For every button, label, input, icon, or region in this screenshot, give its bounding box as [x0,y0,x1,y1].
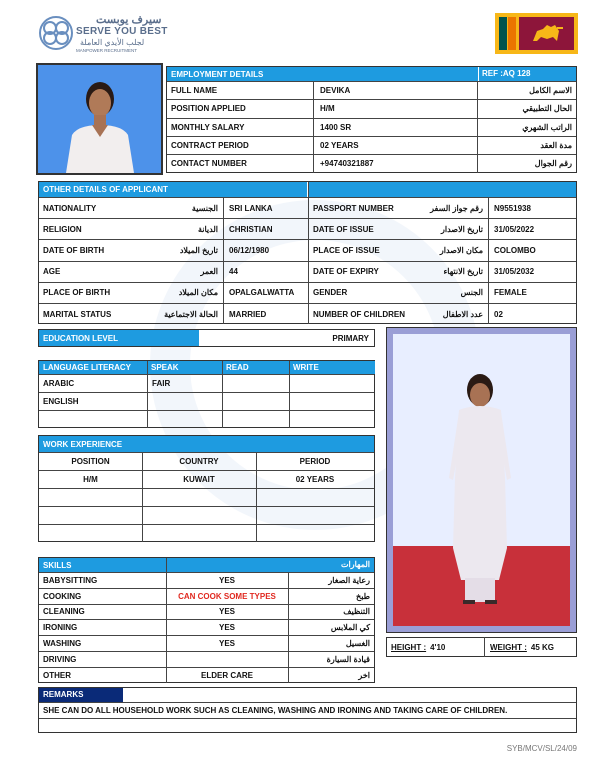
education-level-value: PRIMARY [332,333,369,343]
language-column-header [289,361,375,374]
grid-line [477,81,478,173]
applicant-value: 44 [229,267,238,277]
logo-emblem-icon [38,15,74,51]
applicant-value: COLOMBO [494,245,536,255]
portrait-photo [36,63,163,175]
applicant-label-arabic: تاريخ الميلاد [179,245,218,255]
grid-line [39,506,374,507]
applicant-value: N9551938 [494,203,531,213]
employment-label-arabic: الحال التطبيقي [522,104,572,114]
employment-value: H/M [320,104,335,114]
language-speak [148,393,221,410]
work-period: 02 YEARS [295,475,335,484]
applicant-value: 02 [494,309,503,319]
skill-label-arabic: كي الملابس [330,623,370,633]
applicant-value: SRI LANKA [229,203,273,213]
applicant-value: 31/05/2032 [494,267,535,277]
sri-lanka-flag [495,13,578,54]
applicant-value: 06/12/1980 [229,245,270,255]
applicant-label-arabic: الديانة [197,224,218,234]
weight-label: WEIGHT : [490,642,527,652]
grid-line [39,410,374,411]
skill-label: CLEANING [43,607,85,617]
applicant-label: NATIONALITY [43,203,97,213]
remarks-title: REMARKS [43,690,84,699]
language-name: ENGLISH [43,397,79,406]
applicant-label: PLACE OF ISSUE [313,245,380,255]
skill-label-arabic: الغسيل [345,639,370,649]
skill-label: DRIVING [43,654,77,664]
applicant-value: OPALGALWATTA [229,288,295,298]
weight-field [486,638,576,656]
grid-line [288,572,289,683]
work-column-header: PERIOD [299,457,331,466]
language-write [290,375,374,392]
skill-label-arabic: التنظيف [343,607,370,617]
skill-label: OTHER [43,670,71,680]
grid-line [166,558,167,683]
applicant-label-arabic: مكان الاصدار [439,245,483,255]
applicant-label-arabic: الجنس [460,288,483,298]
full-body-photo [386,327,577,633]
lion-icon [527,21,567,47]
work-experience-title: WORK EXPERIENCE [43,439,123,449]
applicant-label-arabic: تاريخ الاصدار [440,224,483,234]
work-column-header: POSITION [71,457,110,466]
education-level-title: EDUCATION LEVEL [43,333,118,343]
language-column-title: LANGUAGE LITERACY [43,363,131,372]
grid-line [39,524,374,525]
skill-value: YES [218,639,235,649]
employment-label: FULL NAME [171,86,218,96]
remarks-header [39,688,123,702]
language-column-title: READ [226,363,249,372]
other-details-header [39,182,307,197]
skill-label-arabic: طبخ [356,591,370,601]
language-speak: FAIR [152,379,171,388]
grid-line [488,197,489,324]
grid-line [223,197,224,324]
employment-label: CONTACT NUMBER [171,159,247,169]
language-read [223,393,288,410]
language-column-title: WRITE [293,363,319,372]
grid-line [313,81,314,173]
grid-line [256,452,257,542]
applicant-value: FEMALE [494,288,527,298]
logo-sub-english: MANPOWER RECRUITMENT [76,48,137,53]
grid-line [222,361,223,428]
reference-number: REF :AQ 128 [482,69,531,78]
work-country: KUWAIT [183,475,215,484]
applicant-label: DATE OF ISSUE [313,224,374,234]
language-column-title: SPEAK [151,363,179,372]
education-level-header [39,330,199,346]
employment-value: DEVIKA [320,86,351,96]
applicant-label: AGE [43,267,61,277]
applicant-label: PASSPORT NUMBER [313,203,394,213]
employment-label: MONTHLY SALARY [171,122,245,132]
employment-details-title: EMPLOYMENT DETAILS [171,69,264,79]
logo-sub-arabic: لجلب الأيدي العاملة [80,38,145,47]
skill-label: COOKING [43,591,82,601]
skill-label-arabic: قيادة السيارة [326,654,370,664]
applicant-label-arabic: عدد الاطفال [442,309,483,319]
employment-label-arabic: الاسم الكامل [529,86,572,96]
weight-value: 45 KG [530,642,555,652]
employment-value: +94740321887 [320,159,374,169]
skill-label-arabic: اخر [358,670,370,680]
skills-header-arabic: المهارات [340,560,370,569]
applicant-label-arabic: رقم جواز السفر [430,203,483,213]
logo-english: SERVE YOU BEST [76,26,168,37]
applicant-value: CHRISTIAN [229,224,273,234]
applicant-value: 31/05/2022 [494,224,535,234]
grid-line [147,361,148,428]
applicant-label: MARITAL STATUS [43,309,112,319]
skill-value: YES [218,575,235,585]
applicant-label: DATE OF EXPIRY [313,267,379,277]
applicant-value: MARRIED [229,309,267,319]
employment-label: CONTRACT PERIOD [171,141,249,151]
applicant-label-arabic: مكان الميلاد [178,288,218,298]
skill-value: YES [218,623,235,633]
skill-value: YES [218,607,235,617]
language-column-header [147,361,222,374]
language-column-header [222,361,289,374]
skill-label: IRONING [43,623,78,633]
height-label: HEIGHT : [391,642,427,652]
applicant-label-arabic: تاريخ الانتهاء [443,267,483,277]
skill-value: CAN COOK SOME TYPES [178,591,276,601]
applicant-label: PLACE OF BIRTH [43,288,111,298]
employment-label: POSITION APPLIED [171,104,246,114]
work-position: H/M [83,475,98,484]
remarks-text: SHE CAN DO ALL HOUSEHOLD WORK SUCH AS CLEANING, WASHING AND IRONING AND TAKING CARE OF CHILDREN. [43,706,508,715]
applicant-label: GENDER [313,288,348,298]
applicant-label-arabic: العمر [200,267,218,277]
employment-label-arabic: الراتب الشهري [522,122,572,132]
skill-value [167,652,287,667]
skill-value: ELDER CARE [200,670,253,680]
employment-label-arabic: رقم الجوال [534,159,572,169]
grid-line [289,361,290,428]
skill-label: WASHING [43,639,82,649]
skill-label: BABYSITTING [43,575,98,585]
height-value: 4'10 [430,642,446,652]
height-field [387,638,483,656]
grid-line [308,182,309,324]
skills-title: SKILLS [43,560,72,570]
applicant-label-arabic: الحالة الاجتماعية [164,309,218,319]
language-read [223,375,288,392]
grid-line [39,488,374,489]
work-column-header: COUNTRY [179,457,219,466]
applicant-label: NUMBER OF CHILDREN [313,309,405,319]
applicant-label: RELIGION [43,224,82,234]
work-experience-header [39,436,374,452]
language-column-header [39,361,147,374]
logo-arabic: سيرف يوبست [96,14,162,26]
document-code: SYB/MCV/SL/24/09 [506,744,577,753]
applicant-label-arabic: الجنسية [191,203,218,213]
employment-label-arabic: مدة العقد [540,141,572,151]
company-logo [36,12,196,56]
grid-line [142,452,143,542]
language-write [290,393,374,410]
language-name: ARABIC [43,379,75,388]
applicant-label: DATE OF BIRTH [43,245,105,255]
employment-value: 1400 SR [320,122,352,132]
other-details-title: OTHER DETAILS OF APPLICANT [43,185,168,194]
employment-value: 02 YEARS [320,141,359,151]
skill-label-arabic: رعاية الصغار [328,575,370,585]
